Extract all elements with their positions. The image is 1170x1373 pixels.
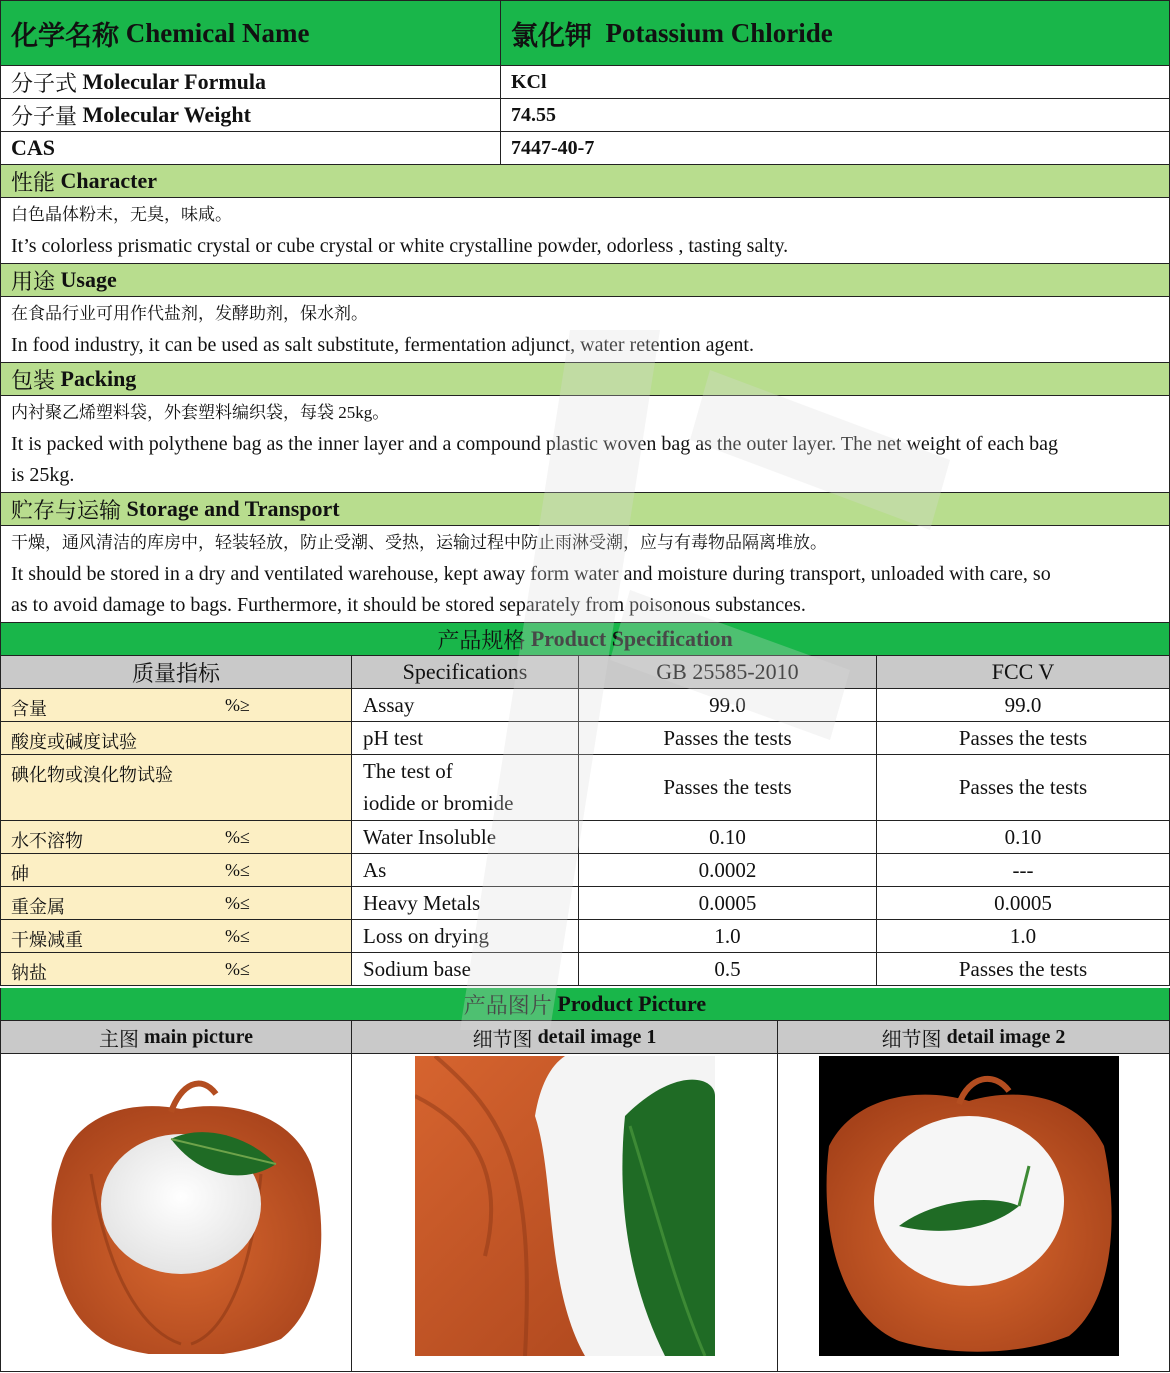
spec-name-cell: [352, 821, 578, 853]
spec-fcc-value: 1.0: [1009, 923, 1037, 948]
spec-name: Water Insoluble: [363, 825, 497, 849]
spec-gb-value: 0.5: [714, 956, 741, 981]
chemical-name-label: [11, 1, 501, 65]
spec-header-row: [0, 656, 1170, 689]
property-row-formula: [0, 66, 1170, 99]
storage-title-row: [0, 493, 1170, 526]
weight-label: 分子量 Molecular Weight: [11, 102, 251, 129]
picture-title-row: [0, 988, 1170, 1021]
usage-text-cn: 在食品行业可用作代盐剂，发酵助剂，保水剂。: [11, 304, 368, 323]
formula-value: KCl: [511, 70, 547, 93]
chemical-name-label-en: Chemical Name: [125, 17, 310, 48]
packing-text-en-1: It is packed with polythene bag as the inner layer and a compound plastic woven bag as the outer layer. The net weight of each bag: [11, 433, 1059, 455]
storage-text-cn: 干燥，通风清洁的库房中，轻装轻放，防止受潮、受热，运输过程中防止雨淋受潮，应与有毒物品隔离堆放。: [11, 533, 827, 552]
picture-label-detail-1: 细节图 detail image 1: [472, 1025, 657, 1051]
spec-row: [0, 953, 1170, 986]
spec-quality-name: 含量: [11, 699, 47, 719]
usage-body: [0, 297, 1170, 363]
character-text-cn: 白色晶体粉末，无臭，味咸。: [11, 205, 232, 224]
property-row-cas: [0, 132, 1170, 165]
spec-name-cell: [352, 920, 578, 952]
spec-fcc-value: Passes the tests: [958, 956, 1088, 981]
main-picture: [31, 1054, 331, 1354]
spec-unit: %≤: [225, 893, 250, 913]
spec-row: [0, 722, 1170, 755]
picture-label-main: 主图 main picture: [98, 1025, 254, 1051]
storage-text-en-2: as to avoid damage to bags. Furthermore, it should be stored separately from poisonous substances.: [11, 594, 806, 616]
character-title-row: [0, 165, 1170, 198]
spec-quality-name: 酸度或碱度试验: [11, 732, 137, 752]
spec-title: 产品规格 Product Specification: [437, 626, 733, 653]
character-text-en: It’s colorless prismatic crystal or cube crystal or white crystalline powder, odorless , tasting salty.: [11, 235, 789, 257]
col-quality-index: 质量指标: [131, 660, 220, 686]
spec-quality-name: 水不溶物: [11, 831, 83, 851]
spec-gb-value: 1.0: [714, 923, 741, 948]
storage-body: [0, 526, 1170, 623]
spec-row: [0, 854, 1170, 887]
spec-name-cell: [352, 755, 578, 820]
col-specifications: Specifications: [402, 659, 528, 684]
character-title: 性能 Character: [11, 168, 158, 195]
usage-title: 用途 Usage: [11, 267, 117, 294]
spec-unit: %≤: [225, 860, 250, 880]
spec-title-row: [0, 623, 1170, 656]
formula-label: 分子式 Molecular Formula: [11, 69, 267, 96]
spec-quality-cell: [1, 953, 351, 985]
spec-name-cell: [352, 689, 578, 721]
detail-picture-1: [415, 1056, 715, 1356]
spec-name: Sodium base: [363, 957, 471, 981]
chemical-name-value-cn: 氯化钾: [511, 20, 592, 51]
spec-name: pH test: [363, 726, 424, 750]
storage-text-en-1: It should be stored in a dry and ventilated warehouse, kept away form water and moisture during transport, unloaded with care, so: [11, 563, 1051, 585]
spec-gb-value: 0.0005: [698, 890, 757, 915]
packing-title-row: [0, 363, 1170, 396]
spec-row: [0, 821, 1170, 854]
packing-text-cn: 内衬聚乙烯塑料袋，外套塑料编织袋，每袋 25kg。: [11, 403, 390, 422]
spec-fcc-value: ---: [1012, 857, 1034, 882]
spec-gb-value: 0.0002: [698, 857, 757, 882]
spec-unit: %≥: [225, 695, 250, 715]
spec-row: [0, 887, 1170, 920]
col-fcc: FCC V: [991, 659, 1055, 684]
spec-quality-name: 碘化物或溴化物试验: [11, 765, 173, 785]
spec-row: [0, 689, 1170, 722]
spec-name: Assay: [363, 693, 415, 717]
cas-label: CAS: [11, 135, 56, 160]
usage-title-row: [0, 264, 1170, 297]
packing-body: [0, 396, 1170, 493]
character-body: [0, 198, 1170, 264]
picture-title: 产品图片 Product Picture: [463, 991, 707, 1018]
spec-name-cell: [352, 722, 578, 754]
spec-fcc-value: 0.10: [1004, 824, 1042, 849]
spec-unit: %≤: [225, 959, 250, 979]
spec-fcc-value: Passes the tests: [958, 725, 1088, 750]
spec-fcc-value: 99.0: [1004, 692, 1042, 717]
spec-name: Loss on drying: [363, 924, 489, 948]
spec-quality-cell: [1, 689, 351, 721]
spec-name: As: [363, 858, 387, 882]
chemical-name-label-cn: 化学名称: [11, 20, 119, 51]
spec-gb-value: 99.0: [709, 692, 746, 717]
chemical-name-value-en: Potassium Chloride: [605, 17, 833, 48]
header-row: [0, 0, 1170, 66]
spec-unit: %≤: [225, 827, 250, 847]
spec-quality-cell: [1, 920, 351, 952]
detail-picture-2: [819, 1056, 1119, 1356]
spec-quality-cell: [1, 887, 351, 919]
property-row-weight: [0, 99, 1170, 132]
usage-text-en: In food industry, it can be used as salt substitute, fermentation adjunct, water retention agent.: [11, 334, 754, 356]
spec-quality-name: 干燥减重: [11, 930, 83, 950]
spec-quality-cell: [1, 821, 351, 853]
spec-fcc-value: Passes the tests: [958, 775, 1088, 799]
spec-row: [0, 755, 1170, 821]
spec-gb-value: Passes the tests: [663, 775, 792, 799]
spec-name-cell: [352, 887, 578, 919]
spec-quality-name: 重金属: [11, 897, 65, 917]
spec-gb-value: Passes the tests: [663, 725, 792, 750]
spec-quality-cell: [1, 722, 351, 754]
picture-header-row: [0, 1021, 1170, 1054]
spec-name-line-2: iodide or bromide: [363, 791, 514, 815]
packing-text-en-2: is 25kg.: [11, 464, 75, 486]
col-gb: GB 25585-2010: [656, 659, 799, 684]
spec-name-cell: [352, 854, 578, 886]
spec-row: [0, 920, 1170, 953]
spec-name-cell: [352, 953, 578, 985]
spec-quality-cell: [1, 755, 351, 820]
picture-label-detail-2: 细节图 detail image 2: [881, 1025, 1066, 1051]
spec-gb-value: 0.10: [709, 824, 746, 849]
spec-quality-cell: [1, 854, 351, 886]
spec-quality-name: 砷: [11, 864, 29, 884]
spec-name: The test of: [363, 759, 453, 783]
packing-title: 包装 Packing: [11, 366, 137, 393]
spec-quality-name: 钠盐: [11, 963, 47, 983]
picture-row: [0, 1054, 1170, 1372]
storage-title: 贮存与运输 Storage and Transport: [11, 496, 340, 523]
spec-unit: %≤: [225, 926, 250, 946]
cas-value: 7447-40-7: [511, 136, 595, 159]
chemical-name-value: [511, 1, 1161, 65]
weight-value: 74.55: [511, 103, 556, 126]
spec-name: Heavy Metals: [363, 891, 481, 915]
spec-fcc-value: 0.0005: [994, 890, 1052, 915]
